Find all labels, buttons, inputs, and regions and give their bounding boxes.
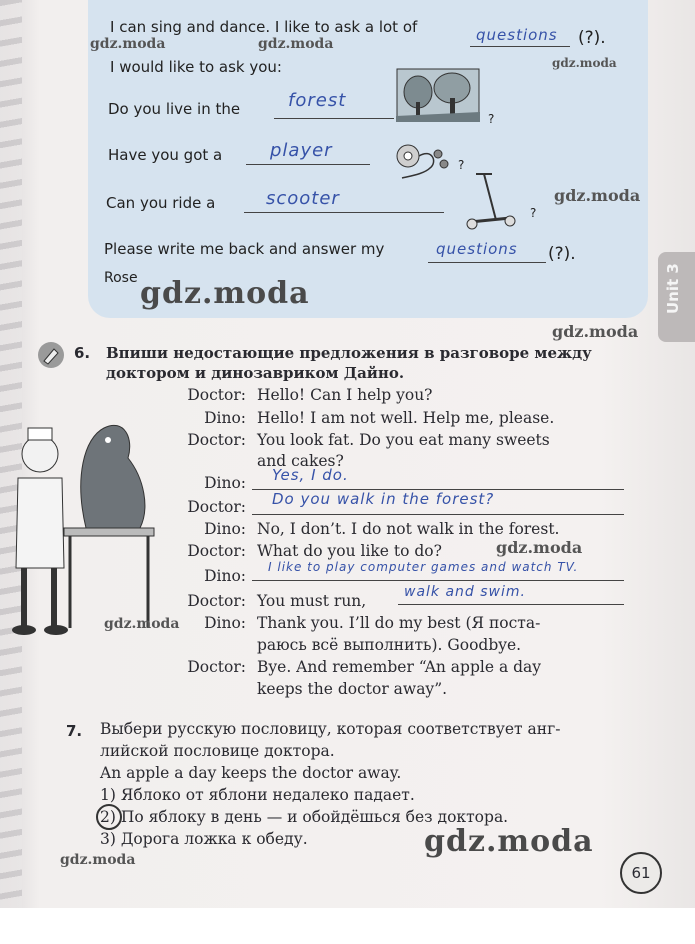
dialogue-line: Hello! I am not well. Help me, please. bbox=[257, 409, 555, 427]
watermark: gdz.moda bbox=[496, 538, 583, 557]
answer-line-doctor-1 bbox=[252, 514, 624, 515]
dialogue-line: You must run, bbox=[257, 592, 367, 610]
unit-tab bbox=[658, 252, 695, 342]
answer-line-doctor-2 bbox=[398, 604, 624, 605]
watermark: gdz.moda bbox=[258, 36, 334, 52]
page-number-text: 61 bbox=[631, 864, 651, 882]
question-3: Can you ride a bbox=[106, 194, 216, 212]
letter-line-6: Please write me back and answer my bbox=[104, 240, 385, 258]
answer-forest: forest bbox=[288, 90, 347, 111]
watermark: gdz.moda bbox=[60, 852, 136, 868]
question-mark-scooter: ? bbox=[530, 206, 537, 220]
answer-line-6 bbox=[428, 262, 546, 263]
speaker-dino: Dino: bbox=[204, 409, 246, 427]
answer-line-player bbox=[246, 164, 370, 165]
option-2: 2) По яблоку в день — и обойдёшься без доктора. bbox=[100, 808, 509, 826]
answer-line-scooter bbox=[244, 212, 444, 213]
dialogue-line: Bye. And remember “An apple a day bbox=[257, 658, 542, 676]
watermark-big: gdz.moda bbox=[140, 276, 310, 311]
scooter-icon bbox=[462, 168, 522, 232]
exercise-6-number: 6. bbox=[74, 344, 91, 362]
option-3: 3) Дорога ложка к обеду. bbox=[100, 830, 308, 848]
dialogue-line: You look fat. Do you eat many sweets bbox=[257, 431, 550, 449]
dialogue-line: Thank you. I’ll do my best (Я поста- bbox=[257, 614, 541, 632]
answer-player: player bbox=[270, 140, 333, 161]
exercise-7-instruction-1: Выбери русскую пословицу, которая соответствует анг- bbox=[100, 720, 561, 738]
watermark: gdz.moda bbox=[552, 56, 617, 70]
dialogue-line: No, I don’t. I do not walk in the forest. bbox=[257, 520, 560, 538]
question-1: Do you live in the bbox=[108, 100, 241, 118]
answer-scooter: scooter bbox=[266, 188, 340, 209]
exercise-7-number: 7. bbox=[66, 722, 83, 740]
watermark-big: gdz.moda bbox=[424, 824, 594, 859]
answer-line-forest bbox=[274, 118, 394, 119]
speaker-dino: Dino: bbox=[204, 567, 246, 585]
speaker-doctor: Doctor: bbox=[187, 592, 246, 610]
letter-line-2: I would like to ask you: bbox=[110, 58, 282, 76]
forest-picture-icon bbox=[396, 68, 480, 122]
watermark: gdz.moda bbox=[552, 322, 639, 341]
dialogue-line: Hello! Can I help you? bbox=[257, 386, 433, 404]
exercise-7-instruction-2: лийской пословице доктора. bbox=[100, 742, 335, 760]
dialogue-line: раюсь всё выполнить). Goodbye. bbox=[257, 636, 522, 654]
speaker-doctor: Doctor: bbox=[187, 658, 246, 676]
letter-line-1: I can sing and dance. I like to ask a lot of bbox=[110, 18, 418, 36]
answer-doctor-2: walk and swim. bbox=[404, 584, 526, 600]
pencil-badge-icon bbox=[36, 340, 66, 370]
watermark: gdz.moda bbox=[90, 36, 166, 52]
exercise-6-instruction-1: Впиши недостающие предложения в разговоре между bbox=[106, 344, 592, 362]
answer-line-1 bbox=[470, 46, 570, 47]
watermark: gdz.moda bbox=[554, 186, 641, 205]
question-mark-6: (?). bbox=[548, 244, 576, 264]
page-number bbox=[620, 852, 662, 894]
dialogue-line: What do you like to do? bbox=[257, 542, 442, 560]
question-mark-forest: ? bbox=[488, 112, 495, 126]
page-bottom-edge bbox=[0, 908, 695, 944]
speaker-doctor: Doctor: bbox=[187, 498, 246, 516]
answer-dino-2: I like to play computer games and watch TV. bbox=[268, 560, 579, 574]
answer-questions-1: questions bbox=[476, 26, 558, 44]
question-mark-1: (?). bbox=[578, 28, 606, 48]
answer-doctor-1: Do you walk in the forest? bbox=[272, 490, 495, 508]
speaker-dino: Dino: bbox=[204, 474, 246, 492]
dialogue-line: and cakes? bbox=[257, 452, 344, 470]
speaker-dino: Dino: bbox=[204, 520, 246, 538]
exercise-6-instruction-2: доктором и динозавриком Дайно. bbox=[106, 364, 405, 382]
answer-questions-2: questions bbox=[436, 240, 518, 258]
question-mark-player: ? bbox=[458, 158, 465, 172]
signature: Rose bbox=[104, 270, 138, 286]
speaker-doctor: Doctor: bbox=[187, 431, 246, 449]
speaker-dino: Dino: bbox=[204, 614, 246, 632]
watermark: gdz.moda bbox=[104, 616, 180, 632]
speaker-doctor: Doctor: bbox=[187, 386, 246, 404]
question-2: Have you got a bbox=[108, 146, 223, 164]
answer-dino-1: Yes, I do. bbox=[272, 466, 349, 484]
proverb: An apple a day keeps the doctor away. bbox=[100, 764, 402, 782]
speaker-doctor: Doctor: bbox=[187, 542, 246, 560]
unit-tab-label: Unit 3 bbox=[664, 263, 682, 314]
music-player-icon bbox=[394, 142, 452, 182]
option-1: 1) Яблоко от яблони недалеко падает. bbox=[100, 786, 415, 804]
answer-line-dino-2 bbox=[252, 580, 624, 581]
dialogue-line: keeps the doctor away”. bbox=[257, 680, 448, 698]
